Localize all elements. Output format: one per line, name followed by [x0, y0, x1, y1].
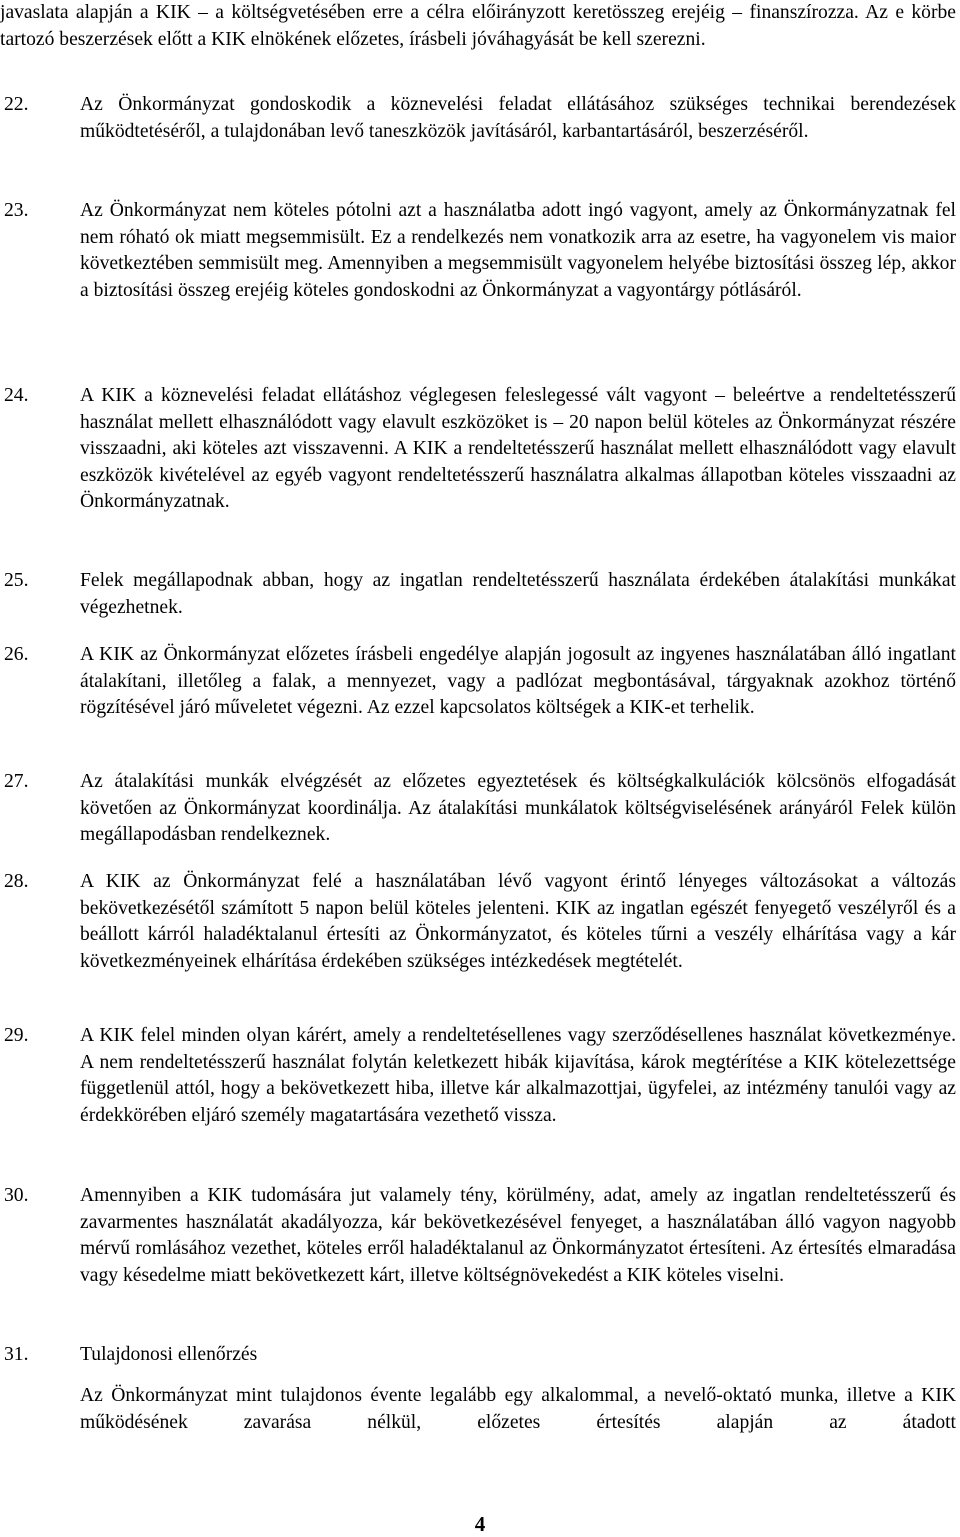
section-number: 28.	[4, 871, 29, 892]
section-number: 24.	[4, 385, 29, 406]
section-heading: Tulajdonosi ellenőrzés	[80, 1344, 258, 1365]
section-text: A KIK a köznevelési feladat ellátáshoz véglegesen feleslegessé vált vagyont – beleértve a rendeltetésszerű használat mellett elhasználódott vagy elavult eszközöket is – 20 napon belül köteles az Önkormányzat részére visszaadni, aki köteles azt visszavenni. A KIK a rendeltetésszerű használat mellett elhasználódott vagy elavult eszközök kivételével az egyéb vagyont rendeltetésszerű használatra alkalmas állapotban köteles visszaadni az Önkormányzatnak.	[80, 385, 956, 513]
intro-paragraph: javaslata alapján a KIK – a költségvetésében erre a célra előirányzott keretösszeg erejéig – finanszírozza. Az e körbe tartozó beszerzések előtt a KIK elnökének előzetes, írásbeli jóváhagyását be kell szerezni.	[0, 2, 956, 50]
page-number: 4	[474, 1512, 486, 1536]
section-text: Az Önkormányzat mint tulajdonos évente legalább egy alkalommal, a nevelő-oktató munka, illetve a KIK működésének zavarása nélkül, előzetes értesítés alapján az átadott	[80, 1385, 956, 1433]
section-number: 23.	[4, 200, 29, 221]
section-number: 22.	[4, 94, 29, 115]
section-text: A KIK az Önkormányzat előzetes írásbeli engedélye alapján jogosult az ingyenes használatában álló ingatlant átalakítani, illetőleg a falak, a mennyezet, vagy a padlózat megbontásával, tárgyaknak azokhoz történő rögzítésével járó műveletet végezni. Az ezzel kapcsolatos költségek a KIK-et terhelik.	[80, 644, 956, 719]
section-text: Az Önkormányzat gondoskodik a köznevelési feladat ellátásához szükséges technikai berendezések működtetéséről, a tulajdonában levő taneszközök javításáról, karbantartásáról, beszerzéséről.	[80, 94, 956, 142]
section-text: A KIK az Önkormányzat felé a használatában lévő vagyont érintő lényeges változásokat a változás bekövetkezésétől számított 5 napon belül köteles jelenteni. KIK az ingatlan egészét fenyegető veszélyről és a beállott kárról haladéktalanul értesíti az Önkormányzatot, és köteles tűrni a veszély elhárítása vagy a kár következményeinek elhárítása érdekében szükséges intézkedések megtételét.	[80, 871, 956, 972]
section-text: Felek megállapodnak abban, hogy az ingatlan rendeltetésszerű használata érdekében átalakítási munkákat végezhetnek.	[80, 570, 956, 618]
section-number: 27.	[4, 771, 29, 792]
section-text: Amennyiben a KIK tudomására jut valamely tény, körülmény, adat, amely az ingatlan rendeltetésszerű és zavarmentes használatát akadályozza, kár bekövetkezésével fenyeget, a használatában álló vagyon nagyobb mérvű romlásához vezethet, köteles erről haladéktalanul az Önkormányzatot értesíteni. Az értesítés elmaradása vagy késedelme miatt bekövetkezett kárt, illetve költségnövekedést a KIK köteles viselni.	[80, 1185, 956, 1286]
section-text: A KIK felel minden olyan kárért, amely a rendeltetésellenes vagy szerződésellenes használat következménye. A nem rendeltetésszerű használat folytán keletkezett hibák kijavítása, károk megtérítése a KIK kötelezettsége függetlenül attól, hogy a bekövetkezett hiba, illetve kár alkalmazottjai, ügyfelei, az intézmény tanulói vagy az érdekkörében eljáró személy magatartására vezethető vissza.	[80, 1025, 956, 1126]
section-number: 25.	[4, 570, 29, 591]
section-text: Az Önkormányzat nem köteles pótolni azt a használatba adott ingó vagyont, amely az Önkormányzatnak fel nem róható ok miatt megsemmisült. Ez a rendelkezés nem vonatkozik arra az esetre, ha vagyonelem vis maior következtében semmisült meg. Amennyiben a megsemmisült vagyonelem helyébe biztosítási összeg lép, akkor a biztosítási összeg erejéig köteles gondoskodni az Önkormányzat a vagyontárgy pótlásáról.	[80, 200, 956, 301]
section-number: 31.	[4, 1344, 29, 1365]
section-number: 30.	[4, 1185, 29, 1206]
section-text: Az átalakítási munkák elvégzését az előzetes egyeztetések és költségkalkulációk kölcsönös elfogadását követően az Önkormányzat koordinálja. Az átalakítási munkálatok költségviselésének arányáról Felek külön megállapodásban rendelkeznek.	[80, 771, 956, 846]
section-number: 26.	[4, 644, 29, 665]
section-number: 29.	[4, 1025, 29, 1046]
